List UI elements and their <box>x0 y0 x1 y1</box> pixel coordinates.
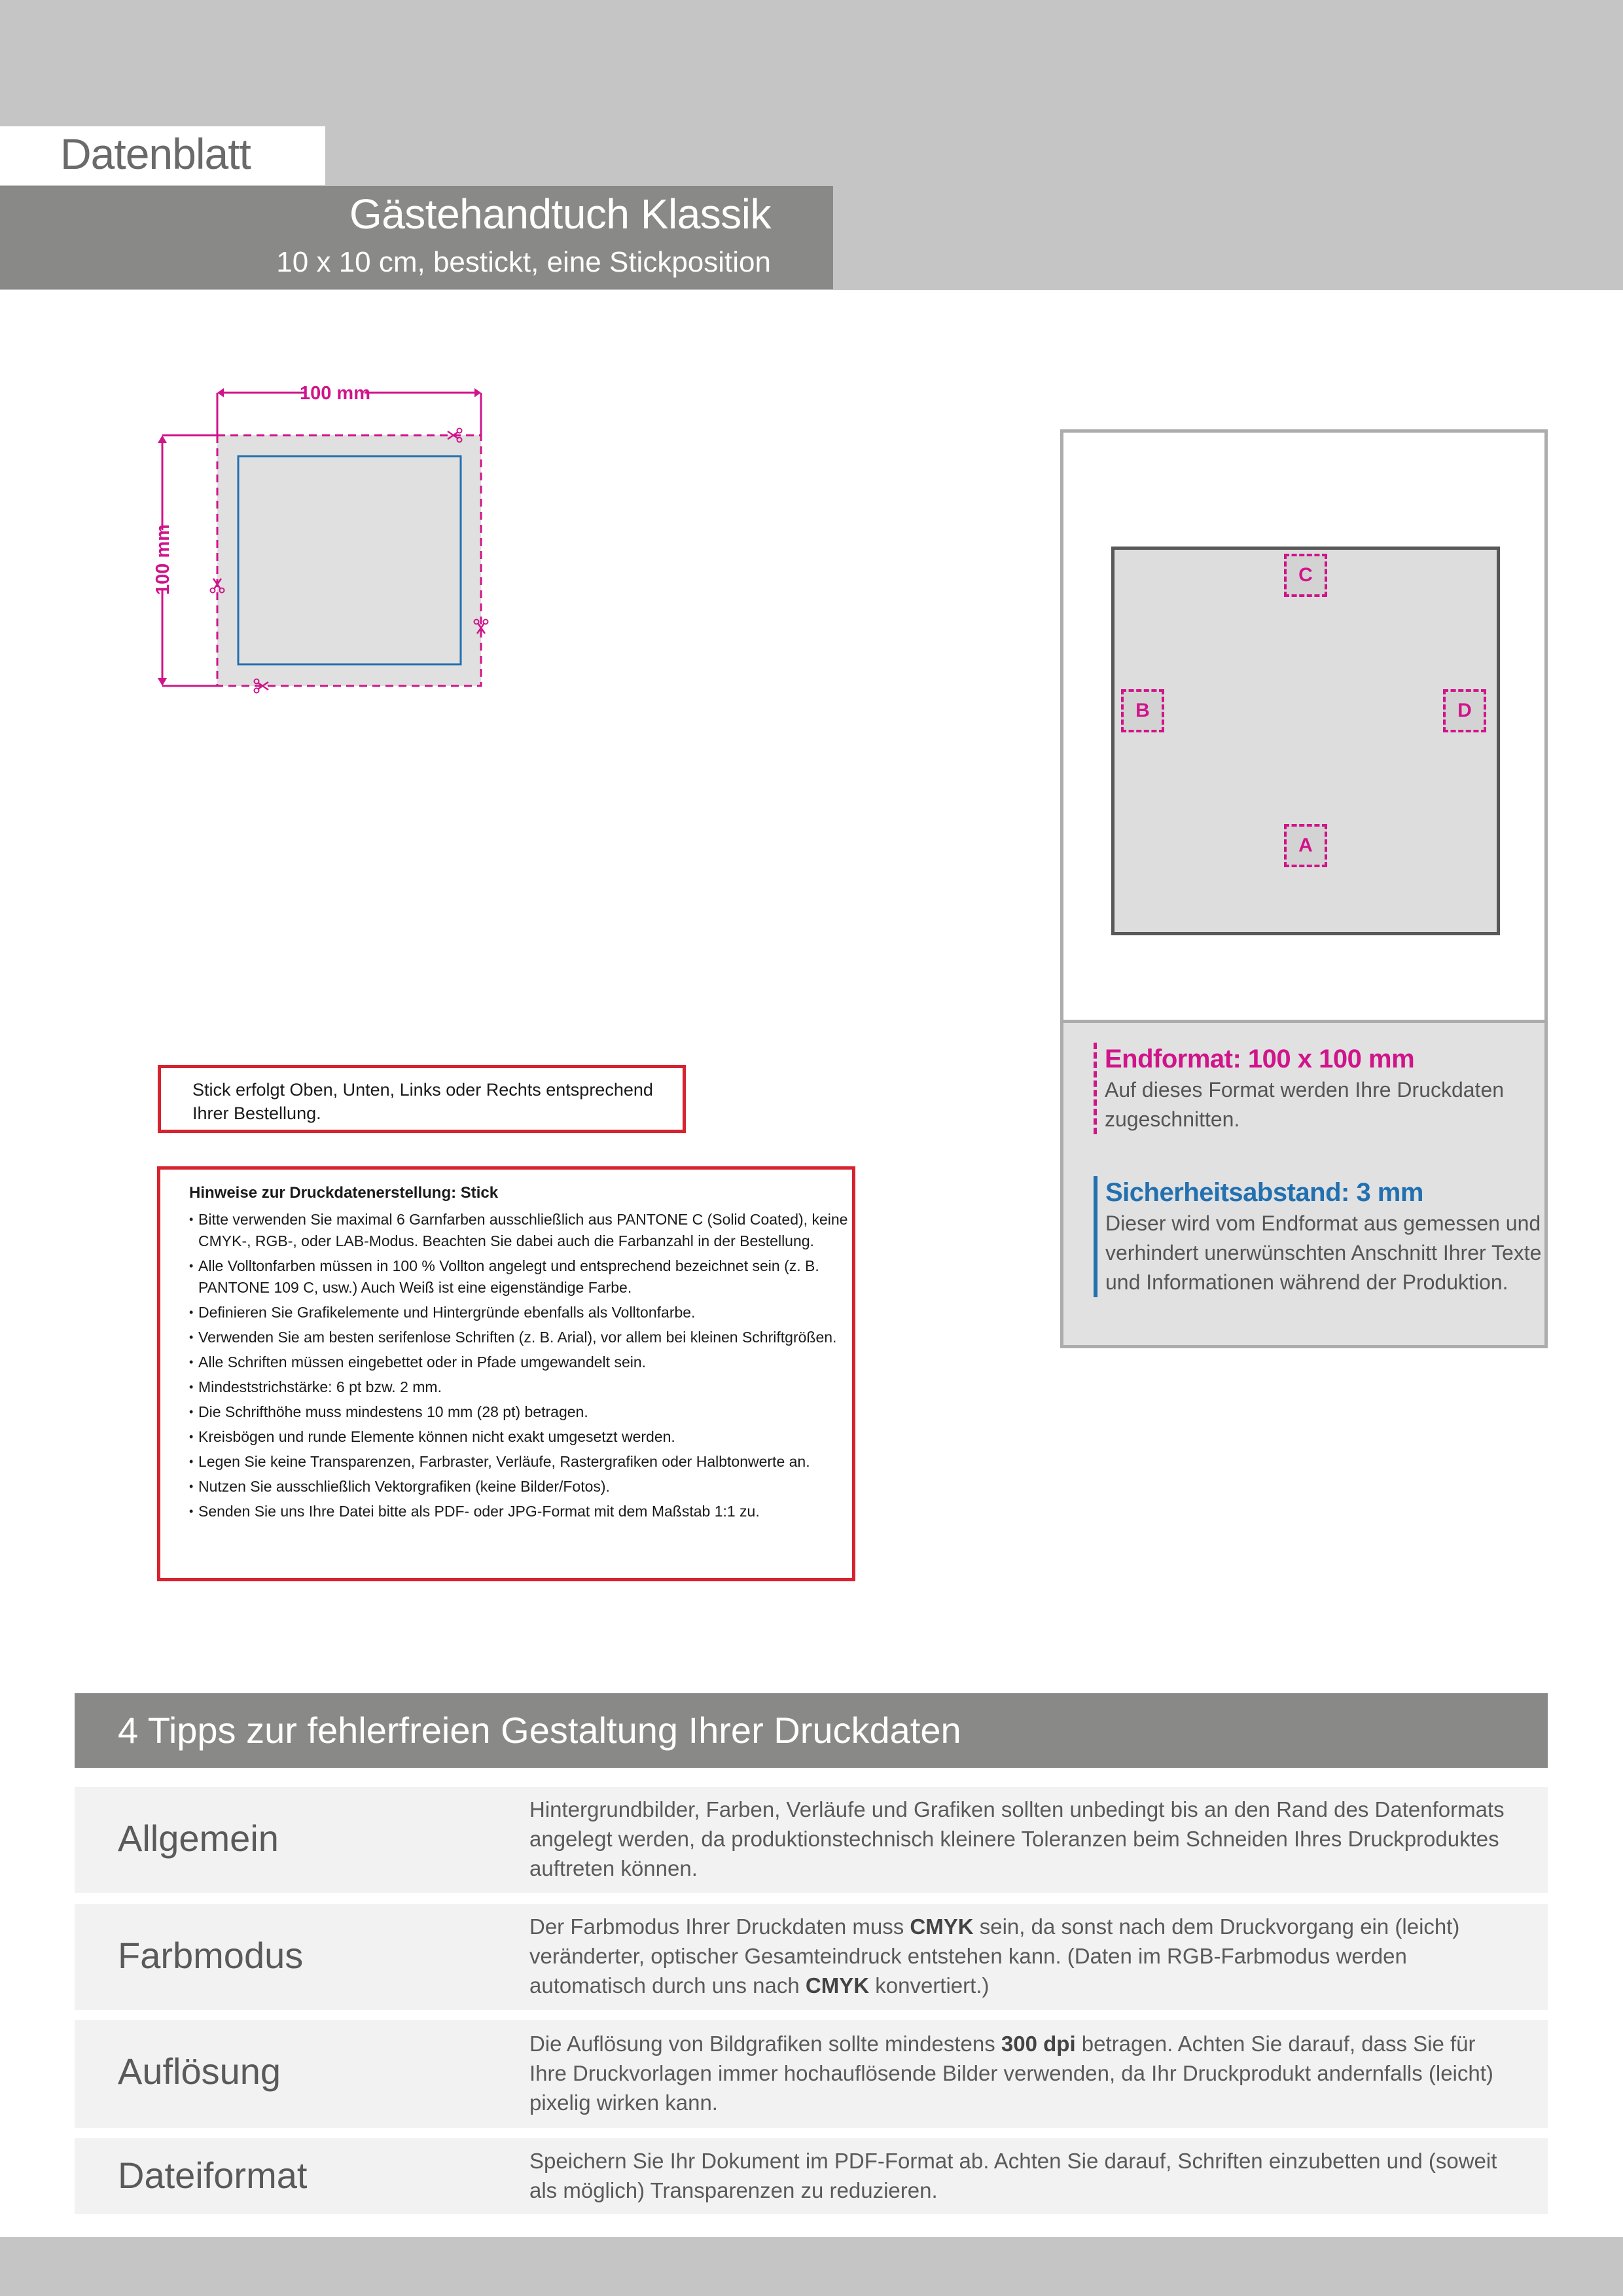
arrow-down-icon <box>158 678 167 686</box>
tip-text-part: Die Auflösung von Bildgrafiken sollte mindestens <box>529 2032 1001 2056</box>
tips-title: 4 Tipps zur fehlerfreien Gestaltung Ihrer Druckdaten <box>118 1710 961 1751</box>
tip-label: Farbmodus <box>118 1935 304 1976</box>
tip-label: Dateiformat <box>118 2155 308 2196</box>
tip-text-part: betragen. Achten Sie darauf, dass Sie für Ihre Druckvorlagen immer hochauflösende Bilder verwenden, da Ihr Druckprodukt andernfalls (leicht) pixelig wirken kann. <box>529 2032 1493 2115</box>
tip-text-bold: CMYK <box>910 1914 974 1939</box>
tips-header <box>75 1693 1548 1768</box>
tip-row-aufloesung <box>75 2020 1548 2128</box>
safety-heading: Sicherheitsabstand: 3 mm <box>1105 1178 1423 1207</box>
dimension-diagram <box>151 367 779 995</box>
position-left: B <box>1121 689 1164 732</box>
bleat-area <box>217 435 481 686</box>
towel-placement-preview <box>1111 547 1500 935</box>
tip-row-dateiformat <box>75 2138 1548 2214</box>
hint-item: • Die Schrifthöhe muss mindestens 10 mm (28 pt) betragen. <box>189 1401 850 1423</box>
endformat-block <box>1094 1043 1550 1134</box>
tip-row-farbmodus <box>75 1904 1548 2010</box>
product-subtitle: 10 x 10 cm, bestickt, eine Stickposition <box>276 246 771 278</box>
hint-item: • Verwenden Sie am besten serifenlose Schriften (z. B. Arial), vor allem bei kleinen Schriftgrößen. <box>189 1327 850 1348</box>
tip-text <box>529 1912 1511 2000</box>
tip-text-bold: CMYK <box>805 1973 870 1998</box>
tip-label: Auflösung <box>118 2051 281 2092</box>
tip-text-part: Der Farbmodus Ihrer Druckdaten muss <box>529 1914 910 1939</box>
product-title: Gästehandtuch Klassik <box>349 190 771 238</box>
position-top: C <box>1284 554 1327 597</box>
tip-text <box>529 1795 1511 1883</box>
tip-text-part: konvertiert.) <box>869 1973 990 1998</box>
tip-label: Allgemein <box>118 1818 279 1859</box>
endformat-body: Auf dieses Format werden Ihre Druckdaten zugeschnitten. <box>1105 1078 1505 1131</box>
hint-item: • Nutzen Sie ausschließlich Vektorgrafiken (keine Bilder/Fotos). <box>189 1476 850 1498</box>
hint-item: • Alle Schriften müssen eingebettet oder in Pfade umgewandelt sein. <box>189 1352 850 1373</box>
position-right: D <box>1443 689 1486 732</box>
stick-position-note <box>158 1065 686 1133</box>
tip-text-part: sein, da sonst nach dem Druckvorgang ein (leicht) veränderter, optischer Gesamteindruck entstehen kann. (Daten im RGB-Farbmodus werden automatisch durch uns nach <box>529 1914 1460 1998</box>
footer-band <box>0 2237 1623 2296</box>
tip-text <box>529 2146 1511 2205</box>
hints-list <box>189 1209 850 1526</box>
doc-type-label: Datenblatt <box>60 130 251 178</box>
hint-item: • Legen Sie keine Transparenzen, Farbraster, Verläufe, Rastergrafiken oder Halbtonwerte an. <box>189 1451 850 1473</box>
tip-row-allgemein <box>75 1787 1548 1893</box>
safety-block <box>1094 1176 1550 1297</box>
tip-text <box>529 2029 1511 2117</box>
hint-item: • Senden Sie uns Ihre Datei bitte als PDF- oder JPG-Format mit dem Maßstab 1:1 zu. <box>189 1501 850 1522</box>
height-label: 100 mm <box>152 524 173 596</box>
hints-title: Hinweise zur Druckdatenerstellung: Stick <box>189 1184 499 1202</box>
hint-item: • Bitte verwenden Sie maximal 6 Garnfarben ausschließlich aus PANTONE C (Solid Coated), keine CMYK-, RGB-, oder LAB-Modus. Beachten Sie dabei auch die Farbanzahl in der Bestellung. <box>189 1209 850 1252</box>
hint-item: • Alle Volltonfarben müssen in 100 % Vollton angelegt und entsprechend bezeichnet sein (z. B. PANTONE 109 C, usw.) Auch Weiß ist eine eigenständige Farbe. <box>189 1255 850 1299</box>
safety-body: Dieser wird vom Endformat aus gemessen und verhindert unerwünschten Anschnitt Ihrer Texte und Informationen während der Produktion. <box>1105 1211 1542 1294</box>
position-bottom: A <box>1284 824 1327 867</box>
hint-item: • Definieren Sie Grafikelemente und Hintergründe ebenfalls als Volltonfarbe. <box>189 1302 850 1323</box>
hint-item: • Mindeststrichstärke: 6 pt bzw. 2 mm. <box>189 1376 850 1398</box>
endformat-heading: Endformat: 100 x 100 mm <box>1105 1045 1415 1073</box>
tip-text-bold: 300 dpi <box>1001 2032 1076 2056</box>
tip-text-part: Hintergrundbilder, Farben, Verläufe und Grafiken sollten unbedingt bis an den Rand des Datenformats angelegt werden, da produktionstechnisch kleinere Toleranzen beim Schneiden Ihres Druckproduktes auftreten können. <box>529 1797 1505 1880</box>
hint-item: • Kreisbögen und runde Elemente können nicht exakt umgesetzt werden. <box>189 1426 850 1448</box>
arrow-up-icon <box>158 435 167 443</box>
tip-text-part: Speichern Sie Ihr Dokument im PDF-Format ab. Achten Sie darauf, Schriften einzubetten und (soweit als möglich) Transparenzen zu reduzieren. <box>529 2149 1497 2202</box>
stick-note-text: Stick erfolgt Oben, Unten, Links oder Rechts entsprechend Ihrer Bestellung. <box>192 1080 653 1123</box>
print-hints-box <box>157 1166 855 1581</box>
width-label: 100 mm <box>299 383 371 404</box>
format-info <box>1060 1020 1548 1348</box>
